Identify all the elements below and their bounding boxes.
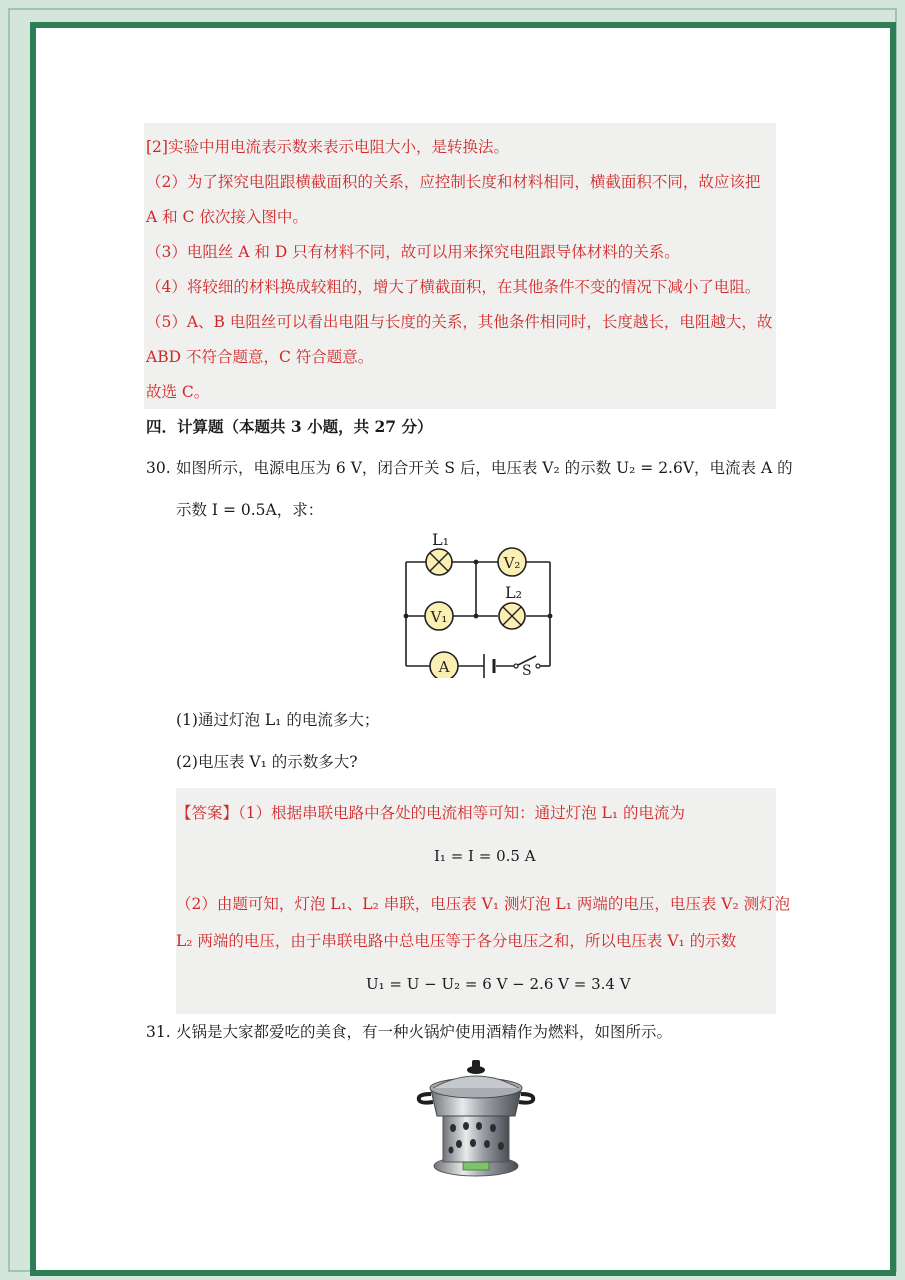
switch-label: S: [522, 663, 532, 678]
q30-stem-line-2: 示数 I = 0.5A，求：: [176, 501, 324, 519]
answer1-line-4: （3）电阻丝 A 和 D 只有材料不同，故可以用来探究电阻跟导体材料的关系。: [146, 243, 680, 261]
lamp-l2-symbol: [499, 603, 525, 629]
answer1-line-8: 故选 C。: [146, 383, 210, 401]
q30-sub-question-2: (2)电压表 V₁ 的示数多大?: [176, 753, 358, 771]
answer2-line-1: 【答案】（1）根据串联电路中各处的电流相等可知：通过灯泡 L₁ 的电流为: [176, 804, 685, 822]
lamp-l1-label: L₁: [432, 530, 450, 549]
page-outer-border: [8, 8, 897, 1272]
answer1-line-3: A 和 C 依次接入图中。: [146, 208, 308, 226]
answer2-formula-2: U₁ = U − U₂ = 6 V − 2.6 V = 3.4 V: [366, 975, 631, 993]
q31-stem: 火锅是大家都爱吃的美食，有一种火锅炉使用酒精作为燃料，如图所示。: [176, 1023, 673, 1041]
voltmeter-v2-symbol: [498, 548, 526, 576]
voltmeter-v2-label: V₂: [503, 554, 521, 572]
hotpot-stove-image: [411, 1048, 541, 1188]
answer2-formula-1: I₁ = I = 0.5 A: [434, 847, 536, 865]
section-heading: 四．计算题（本题共 3 小题，共 27 分）: [146, 417, 433, 436]
page-sheet: [30, 22, 896, 1276]
q31-number: 31.: [146, 1023, 171, 1041]
ammeter-label: A: [438, 658, 450, 676]
lamp-l1-symbol: [426, 549, 452, 575]
answer2-line-2: （2）由题可知，灯泡 L₁、L₂ 串联，电压表 V₁ 测灯泡 L₁ 两端的电压，电压表 V₂ 测灯泡: [176, 895, 791, 913]
voltmeter-v1-label: V₁: [430, 608, 448, 626]
voltmeter-v1-symbol: [425, 602, 453, 630]
lamp-l2-label: L₂: [505, 583, 523, 602]
q30-sub-question-1: (1)通过灯泡 L₁ 的电流多大；: [176, 711, 380, 729]
circuit-diagram: [402, 528, 572, 678]
page-content: [36, 28, 890, 1270]
ammeter-symbol: [430, 652, 458, 678]
answer1-line-6: （5）A、B 电阻丝可以看出电阻与长度的关系，其他条件相同时，长度越长，电阻越大，故: [146, 313, 773, 331]
q30-stem-line-1: 如图所示，电源电压为 6 V，闭合开关 S 后，电压表 V₂ 的示数 U₂ = 2.6V，电流表 A 的: [176, 459, 793, 477]
answer1-line-7: ABD 不符合题意，C 符合题意。: [146, 348, 374, 366]
q30-number: 30.: [146, 459, 171, 477]
answer1-line-2: （2）为了探究电阻跟横截面积的关系，应控制长度和材料相同，横截面积不同，故应该把: [146, 173, 761, 191]
answer1-line-1: [2]实验中用电流表示数来表示电阻大小，是转换法。: [146, 138, 509, 156]
answer2-line-3: L₂ 两端的电压，由于串联电路中总电压等于各分电压之和，所以电压表 V₁ 的示数: [176, 932, 737, 950]
answer1-line-5: （4）将较细的材料换成较粗的，增大了横截面积，在其他条件不变的情况下减小了电阻。: [146, 278, 761, 296]
